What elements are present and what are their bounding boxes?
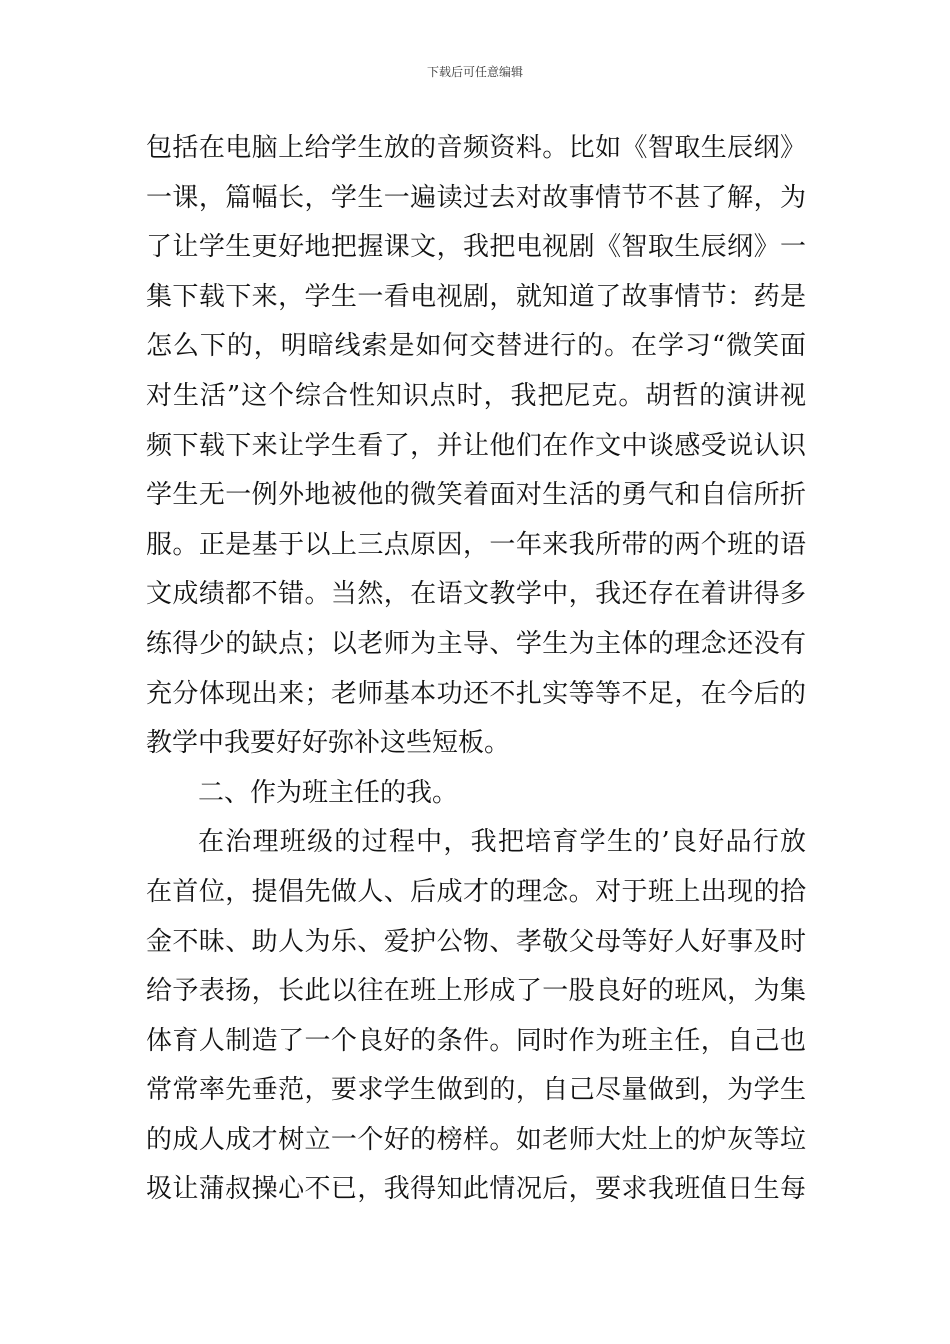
text-line-21: 的成人成才树立一个好的榜样。如老师大灶上的炉灰等垃 (146, 1124, 806, 1155)
text-line-9: 服。正是基于以上三点原因，一年来我所带的两个班的语 (146, 529, 806, 560)
text-line-12: 充分体现出来；老师基本功还不扎实等等不足，在今后的 (146, 678, 806, 709)
text-line-22: 圾让蒲叔操心不已，我得知此情况后，要求我班值日生每 (146, 1174, 806, 1205)
text-line-10: 文成绩都不错。当然，在语文教学中，我还存在着讲得多 (146, 579, 806, 610)
text-line-19: 体育人制造了一个良好的条件。同时作为班主任，自己也 (146, 1025, 806, 1056)
text-line-8: 学生无一例外地被他的微笑着面对生活的勇气和自信所折 (146, 480, 806, 511)
text-line-4: 集下载下来，学生一看电视剧，就知道了故事情节：药是 (146, 281, 806, 312)
page-header: 下载后可任意编辑 (426, 65, 523, 79)
text-line-11: 练得少的缺点；以老师为主导、学生为主体的理念还没有 (146, 628, 806, 659)
text-line-7: 频下载下来让学生看了，并让他们在作文中谈感受说认识 (146, 430, 806, 461)
text-line-17: 金不昧、助人为乐、爱护公物、孝敬父母等好人好事及时 (146, 926, 806, 957)
text-line-13: 教学中我要好好弥补这些短板。 (146, 728, 511, 759)
text-line-6: 对生活”这个综合性知识点时，我把尼克。胡哲的演讲视 (146, 380, 806, 411)
text-line-1: 包括在电脑上给学生放的音频资料。比如《智取生辰纲》 (146, 133, 806, 163)
document-body (146, 124, 806, 1215)
text-line-20: 常常率先垂范，要求学生做到的，自己尽量做到，为学生 (146, 1075, 806, 1106)
text-line-2: 一课，篇幅长，学生一遍读过去对故事情节不甚了解，为 (146, 182, 806, 213)
section-heading: 二、作为班主任的我。 (198, 777, 459, 808)
text-line-18: 给予表扬，长此以往在班上形成了一股良好的班风，为集 (146, 976, 806, 1007)
text-line-5: 怎么下的，明暗线索是如何交替进行的。在学习“微笑面 (146, 331, 806, 362)
text-line-16: 在首位，提倡先做人、后成才的理念。对于班上出现的拾 (146, 876, 806, 907)
text-line-3: 了让学生更好地把握课文，我把电视剧《智取生辰纲》一 (146, 232, 806, 263)
text-line-15: 在治理班级的过程中，我把培育学生的’良好品行放 (198, 827, 806, 858)
